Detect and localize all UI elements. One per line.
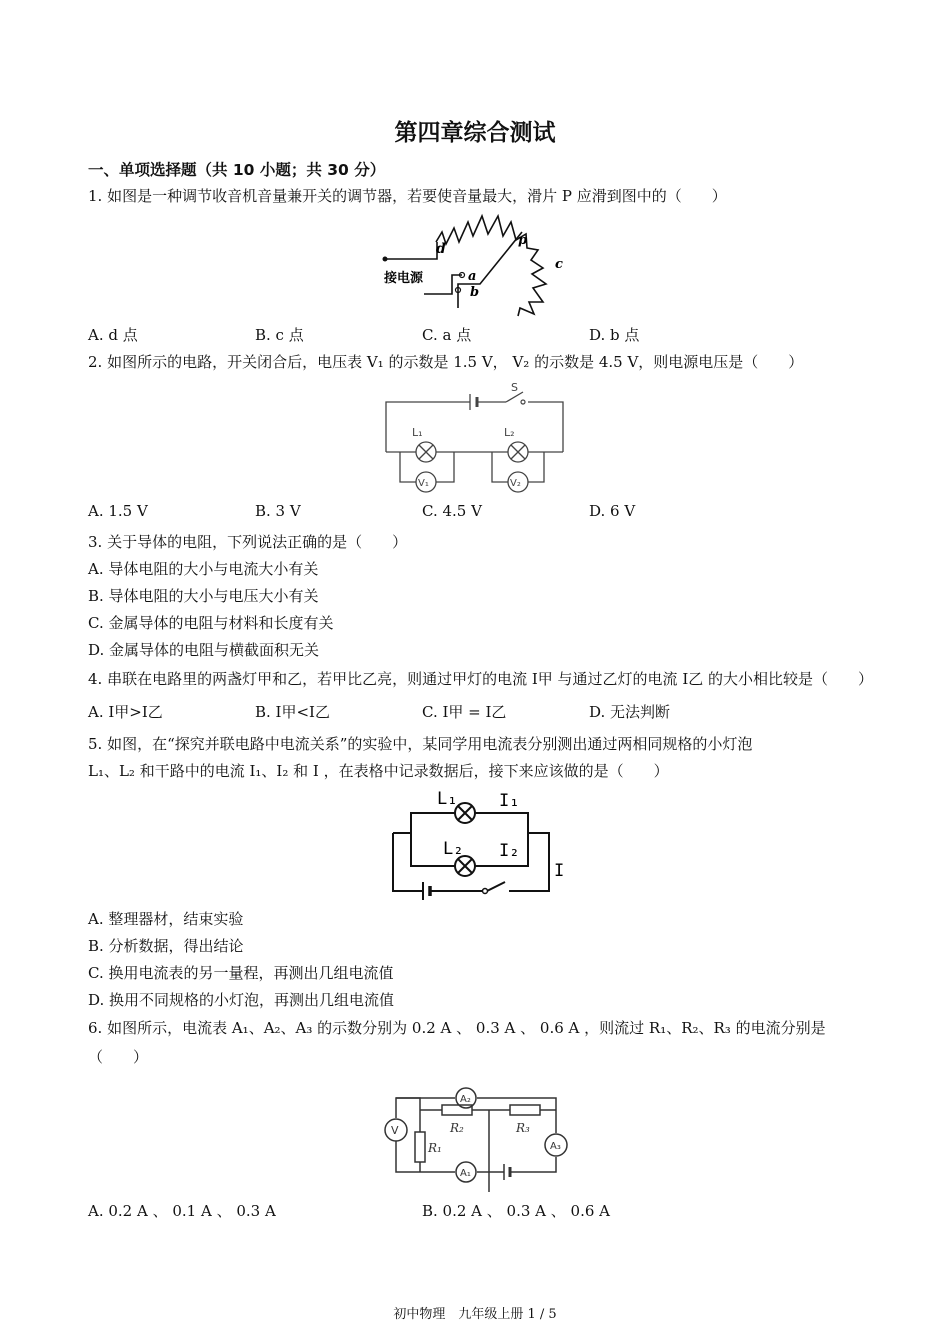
q1-option-c[interactable]: C. a 点 [422,326,472,344]
q5-label-l1: L₁ [437,789,458,809]
q3-option-a[interactable]: A. 导体电阻的大小与电流大小有关 [88,560,319,578]
q4-option-a[interactable]: A. I甲>I乙 [88,703,163,721]
q6-label-v: V [391,1124,399,1137]
q5-option-b[interactable]: B. 分析数据，得出结论 [88,937,244,955]
q1-option-b[interactable]: B. c 点 [255,326,304,344]
q6-figure [382,1076,574,1192]
q3-option-d[interactable]: D. 金属导体的电阻与横截面积无关 [88,641,320,659]
q1-option-d[interactable]: D. b 点 [589,326,640,344]
q1-resistor-zigzag [436,216,546,316]
q5-label-i2: I₂ [499,841,520,861]
q5-option-c[interactable]: C. 换用电流表的另一量程，再测出几组电流值 [88,964,394,982]
q2-option-c[interactable]: C. 4.5 V [422,502,482,520]
q6-label-a3: A₃ [550,1141,561,1152]
q2-label-v2: V₂ [510,478,521,489]
q2-figure [380,380,570,498]
q6-label-r3: R₃ [516,1121,530,1135]
q1-label-power: 接电源 [384,271,424,286]
q5-stem-line2: L₁、L₂ 和干路中的电流 I₁、I₂ 和 I ，在表格中记录数据后，接下来应该做的是（ ） [88,762,669,780]
q1-label-b: b [470,285,480,300]
q5-option-a[interactable]: A. 整理器材，结束实验 [88,910,244,928]
q1-option-a[interactable]: A. d 点 [88,326,138,344]
q3-option-b[interactable]: B. 导体电阻的大小与电压大小有关 [88,587,319,605]
q1-label-p: p [518,233,528,248]
q6-resistor-r2 [442,1105,472,1115]
q2-option-d[interactable]: D. 6 V [589,502,636,520]
q2-stem: 2. 如图所示的电路，开关闭合后，电压表 V₁ 的示数是 1.5 V， V₂ 的示数是 4.5 V，则电源电压是（ ） [88,353,804,371]
q4-option-d[interactable]: D. 无法判断 [589,703,671,721]
q4-stem: 4. 串联在电路里的两盏灯甲和乙，若甲比乙亮，则通过甲灯的电流 I甲 与通过乙灯的电流 I乙 的大小相比较是（ ） [88,670,874,688]
page-footer: 初中物理 九年级上册 1 / 5 [393,1307,557,1322]
page-title: 第四章综合测试 [394,120,556,146]
q1-stem: 1. 如图是一种调节收音机音量兼开关的调节器，若要使音量最大，滑片 P 应滑到图中的（ ） [88,187,727,205]
q2-label-s: S [511,381,518,394]
q6-option-a[interactable]: A. 0.2 A 、 0.1 A 、 0.3 A [88,1202,276,1220]
q5-label-i1: I₁ [499,791,520,811]
q1-label-c: c [555,257,563,272]
q3-stem: 3. 关于导体的电阻，下列说法正确的是（ ） [88,533,408,551]
q6-options [88,1200,868,1221]
q2-label-v1: V₁ [418,478,429,489]
q6-label-r2: R₂ [450,1121,464,1135]
q2-option-b[interactable]: B. 3 V [255,502,301,520]
q2-option-a[interactable]: A. 1.5 V [88,502,148,520]
q6-resistor-r1 [415,1132,425,1162]
q5-label-i: I [554,861,565,881]
q6-label-a2: A₂ [460,1094,471,1105]
q2-label-l1: L₁ [412,426,423,439]
q1-label-a: a [468,269,477,284]
q5-switch-blade [487,882,505,891]
q1-label-d: d [436,241,446,257]
section-heading: 一、单项选择题（共 10 小题；共 30 分） [88,161,386,179]
q2-label-l2: L₂ [504,426,515,439]
q5-option-d[interactable]: D. 换用不同规格的小灯泡，再测出几组电流值 [88,991,395,1009]
q5-figure [385,788,575,900]
q6-label-a1: A₁ [460,1168,471,1179]
q6-label-r1: R₁ [428,1141,442,1155]
q2-wire-top-left [386,402,470,452]
q4-option-b[interactable]: B. I甲<I乙 [255,703,330,721]
q6-stem-line2: （ ） [88,1048,149,1066]
q1-options [88,324,868,345]
q3-option-c[interactable]: C. 金属导体的电阻与材料和长度有关 [88,614,334,632]
q6-resistor-r3 [510,1105,540,1115]
q1-wire-d [385,242,437,259]
q4-option-c[interactable]: C. I甲 = I乙 [422,703,507,721]
q1-terminal-d [383,257,388,262]
q5-stem-line1: 5. 如图，在“探究并联电路中电流关系”的实验中，某同学用电流表分别测出通过两相同规格的小灯泡 [88,735,753,753]
q2-options [88,502,868,520]
q6-option-b[interactable]: B. 0.2 A 、 0.3 A 、 0.6 A [422,1202,610,1220]
q1-figure [380,212,580,317]
q5-label-l2: L₂ [443,839,464,859]
q4-options [88,701,868,722]
q6-stem-line1: 6. 如图所示，电流表 A₁、A₂、A₃ 的示数分别为 0.2 A 、 0.3 A 、 0.6 A ，则流过 R₁、R₂、R₃ 的电流分别是 [88,1019,826,1037]
